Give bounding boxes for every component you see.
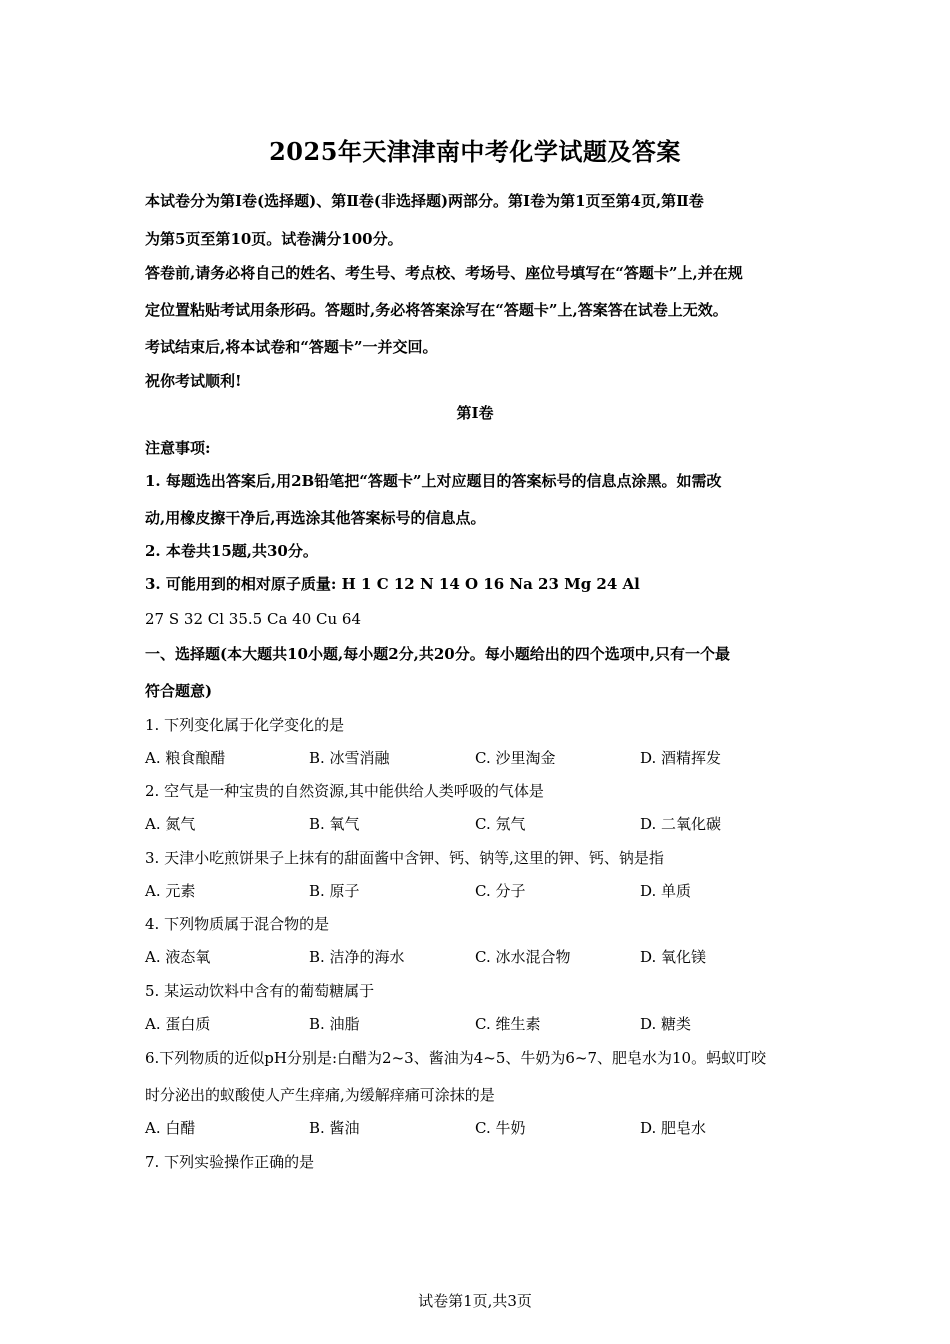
question-stem: 2. 空气是一种宝贵的自然资源,其中能供给人类呼吸的气体是 bbox=[145, 782, 544, 800]
option-a: A. 液态氧 bbox=[145, 948, 211, 966]
note-line: 3. 可能用到的相对原子质量: H 1 C 12 N 14 O 16 Na 23 Mg 24 Al bbox=[145, 575, 640, 593]
option-a: A. 氮气 bbox=[145, 815, 196, 833]
option-c: C. 分子 bbox=[475, 882, 526, 900]
intro-line: 本试卷分为第Ⅰ卷(选择题)、第Ⅱ卷(非选择题)两部分。第Ⅰ卷为第1页至第4页,第Ⅱ卷 bbox=[145, 192, 704, 210]
option-d: D. 单质 bbox=[640, 882, 692, 900]
option-b: B. 酱油 bbox=[309, 1119, 360, 1137]
option-a: A. 粮食酿醋 bbox=[145, 749, 226, 767]
question-options bbox=[145, 880, 845, 902]
question-options bbox=[145, 946, 845, 968]
note-line: 1. 每题选出答案后,用2B铅笔把“答题卡”上对应题目的答案标号的信息点涂黑。如需改 bbox=[145, 472, 722, 490]
option-a: A. 白醋 bbox=[145, 1119, 196, 1137]
intro-line: 祝你考试顺利! bbox=[145, 372, 242, 390]
question-stem: 时分泌出的蚁酸使人产生痒痛,为缓解痒痛可涂抹的是 bbox=[145, 1086, 495, 1104]
option-c: C. 维生素 bbox=[475, 1015, 541, 1033]
option-a: A. 蛋白质 bbox=[145, 1015, 211, 1033]
page-footer: 试卷第1页,共3页 bbox=[418, 1292, 532, 1310]
section-title: 第Ⅰ卷 bbox=[456, 404, 494, 422]
question-stem: 5. 某运动饮料中含有的葡萄糖属于 bbox=[145, 982, 375, 1000]
note-line: 27 S 32 Cl 35.5 Ca 40 Cu 64 bbox=[145, 610, 361, 628]
option-c: C. 冰水混合物 bbox=[475, 948, 571, 966]
option-b: B. 洁净的海水 bbox=[309, 948, 405, 966]
part-heading: 符合题意) bbox=[145, 682, 213, 700]
notes-heading: 注意事项: bbox=[145, 439, 211, 457]
intro-line: 定位置粘贴考试用条形码。答题时,务必将答案涂写在“答题卡”上,答案答在试卷上无效。 bbox=[145, 301, 728, 319]
option-b: B. 原子 bbox=[309, 882, 360, 900]
document-title: 2025年天津津南中考化学试题及答案 bbox=[269, 137, 681, 166]
option-d: D. 氧化镁 bbox=[640, 948, 707, 966]
intro-line: 考试结束后,将本试卷和“答题卡”一并交回。 bbox=[145, 338, 438, 356]
option-d: D. 酒精挥发 bbox=[640, 749, 722, 767]
note-line: 动,用橡皮擦干净后,再选涂其他答案标号的信息点。 bbox=[145, 509, 486, 527]
question-options bbox=[145, 1117, 845, 1139]
option-b: B. 冰雪消融 bbox=[309, 749, 390, 767]
option-c: C. 牛奶 bbox=[475, 1119, 526, 1137]
note-line: 2. 本卷共15题,共30分。 bbox=[145, 542, 318, 560]
option-d: D. 糖类 bbox=[640, 1015, 692, 1033]
question-stem: 6.下列物质的近似pH分别是:白醋为2~3、酱油为4~5、牛奶为6~7、肥皂水为10。蚂蚁叮咬 bbox=[145, 1049, 767, 1067]
option-c: C. 沙里淘金 bbox=[475, 749, 556, 767]
option-c: C. 氖气 bbox=[475, 815, 526, 833]
option-b: B. 油脂 bbox=[309, 1015, 360, 1033]
option-b: B. 氧气 bbox=[309, 815, 360, 833]
option-a: A. 元素 bbox=[145, 882, 196, 900]
question-stem: 1. 下列变化属于化学变化的是 bbox=[145, 716, 345, 734]
question-stem: 4. 下列物质属于混合物的是 bbox=[145, 915, 330, 933]
intro-line: 答卷前,请务必将自己的姓名、考生号、考点校、考场号、座位号填写在“答题卡”上,并在规 bbox=[145, 264, 743, 282]
option-d: D. 肥皂水 bbox=[640, 1119, 707, 1137]
question-stem: 7. 下列实验操作正确的是 bbox=[145, 1153, 315, 1171]
part-heading: 一、选择题(本大题共10小题,每小题2分,共20分。每小题给出的四个选项中,只有一个最 bbox=[145, 645, 730, 663]
question-stem: 3. 天津小吃煎饼果子上抹有的甜面酱中含钾、钙、钠等,这里的钾、钙、钠是指 bbox=[145, 849, 664, 867]
question-options bbox=[145, 747, 845, 769]
question-options bbox=[145, 813, 845, 835]
intro-line: 为第5页至第10页。试卷满分100分。 bbox=[145, 230, 403, 248]
question-options bbox=[145, 1013, 845, 1035]
option-d: D. 二氧化碳 bbox=[640, 815, 722, 833]
